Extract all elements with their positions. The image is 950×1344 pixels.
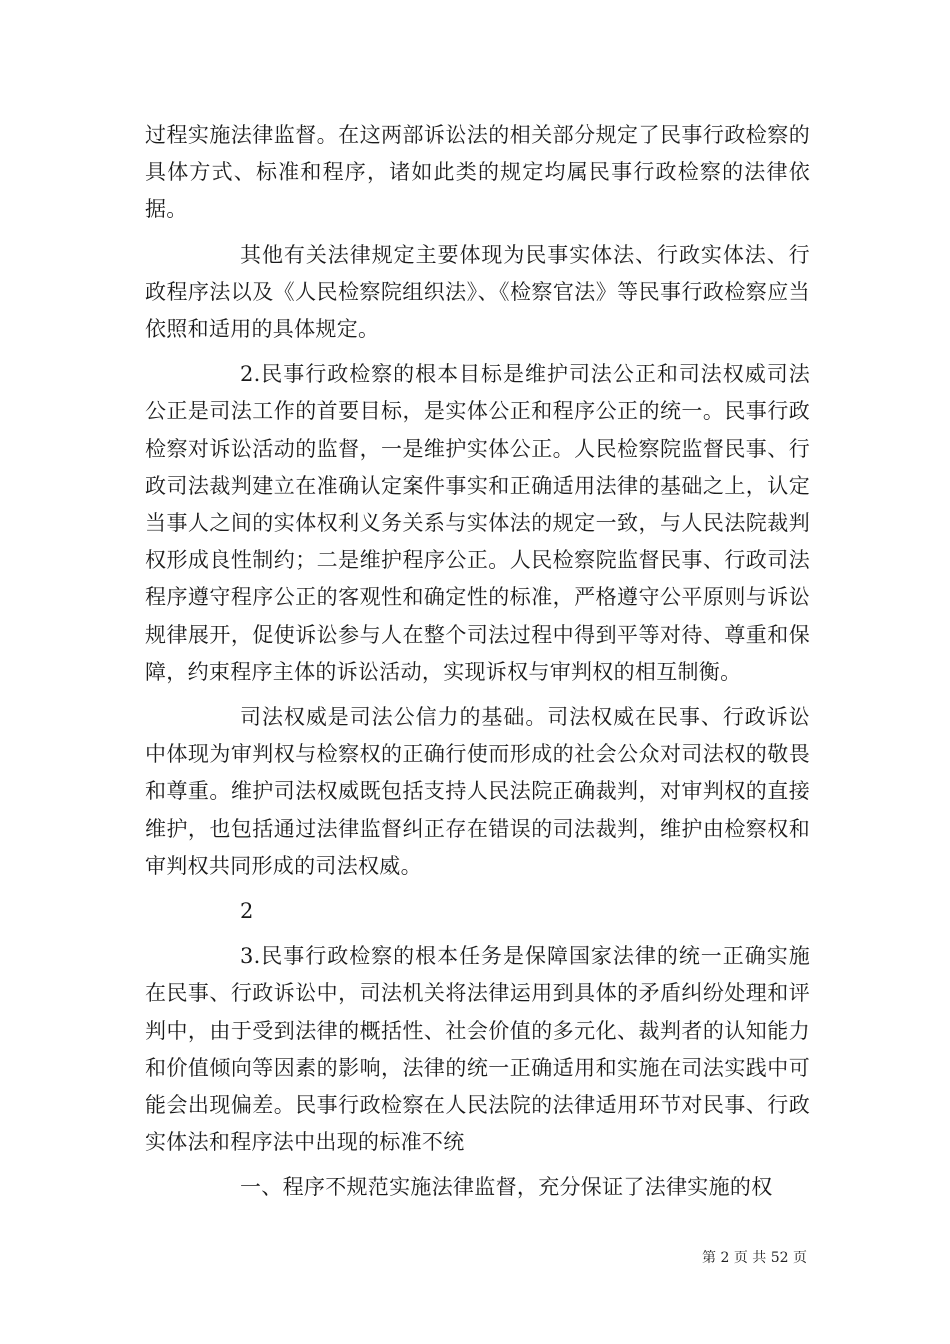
paragraph-fundamental-task: 3.民事行政检察的根本任务是保障国家法律的统一正确实施在民事、行政诉讼中，司法机关将法律运用到具体的矛盾纠纷处理和评判中，由于受到法律的概括性、社会价值的多元化、裁判者的认知能力和价值倾向等因素的影响，法律的统一正确适用和实施在司法实践中可能会出现偏差。民事行政检察在人民法院的法律适用环节对民事、行政实体法和程序法中出现的标准不统 <box>145 944 810 1155</box>
paragraph-judicial-authority: 司法权威是司法公信力的基础。司法权威在民事、行政诉讼中体现为审判权与检察权的正确行使而形成的社会公众对司法权的敬畏和尊重。维护司法权威既包括支持人民法院正确裁判，对审判权的直接维护，也包括通过法律监督纠正存在错误的司法裁判，维护由检察权和审判权共同形成的司法权威。 <box>145 705 810 878</box>
paragraph-section-one: 一、程序不规范实施法律监督，充分保证了法律实施的权 <box>240 1175 773 1200</box>
paragraph-legal-basis-continued: 过程实施法律监督。在这两部诉讼法的相关部分规定了民事行政检察的具体方式、标准和程序，诸如此类的规定均属民事行政检察的法律依据。 <box>145 123 810 222</box>
page-number-footer: 第 2 页 共 52 页 <box>702 1250 807 1266</box>
paragraph-fundamental-goal: 2.民事行政检察的根本目标是维护司法公正和司法权威司法公正是司法工作的首要目标，是实体公正和程序公正的统一。民事行政检察对诉讼活动的监督，一是维护实体公正。人民检察院监督民事、行政司法裁判建立在准确认定案件事实和正确适用法律的基础之上，认定当事人之间的实体权利义务关系与实体法的规定一致，与人民法院裁判权形成良性制约；二是维护程序公正。人民检察院监督民事、行政司法程序遵守程序公正的客观性和确定性的标准，严格遵守公平原则与诉讼规律展开，促使诉讼参与人在整个司法过程中得到平等对待、尊重和保障，约束程序主体的诉讼活动，实现诉权与审判权的相互制衡。 <box>145 362 810 684</box>
document-body <box>145 117 810 1215</box>
paragraph-other-laws: 其他有关法律规定主要体现为民事实体法、行政实体法、行政程序法以及《人民检察院组织法》、《检察官法》等民事行政检察应当依照和适用的具体规定。 <box>145 242 810 342</box>
paragraph-page-marker: 2 <box>240 899 254 924</box>
